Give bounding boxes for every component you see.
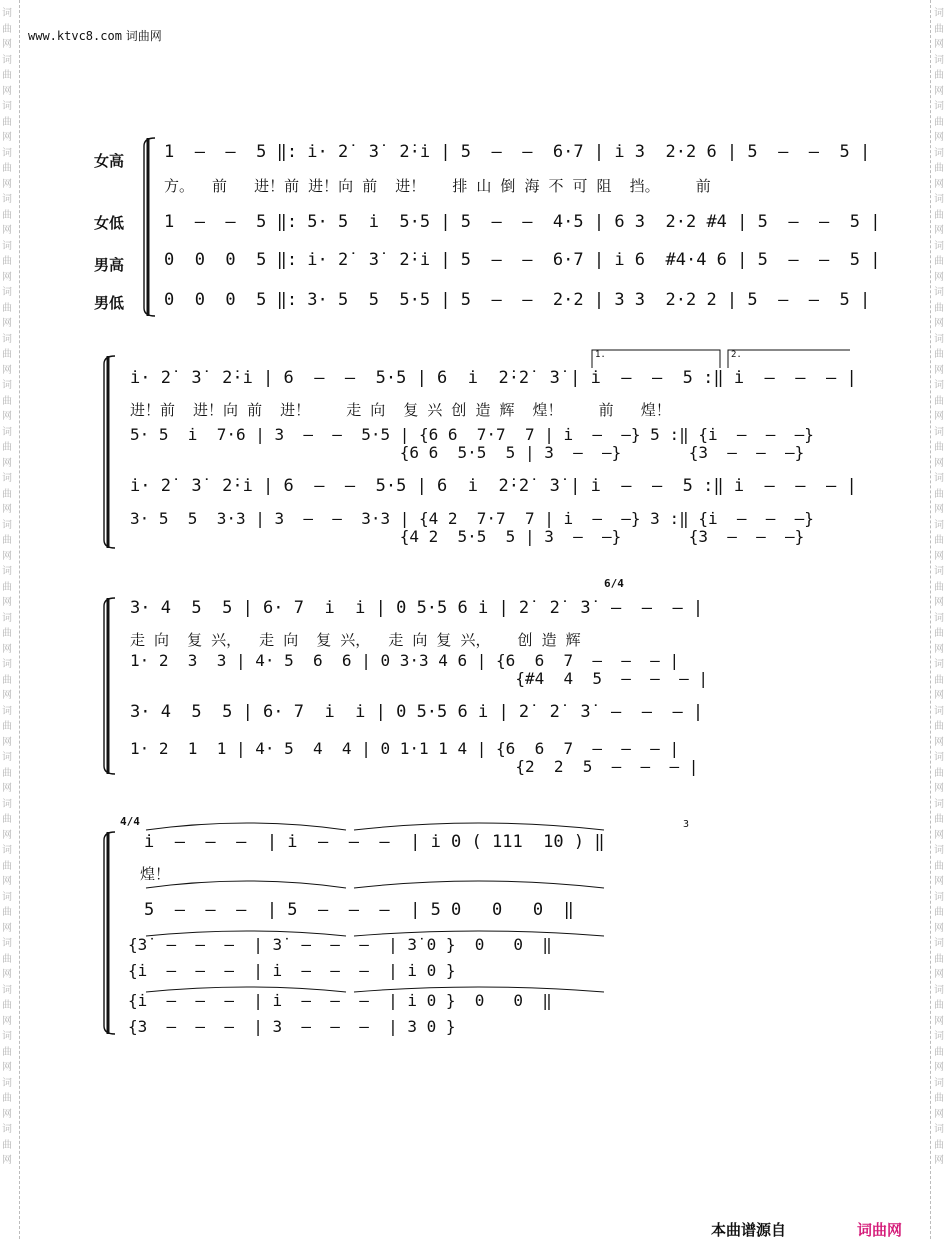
notation-line: i̇· 2̇ 3̇ 2̇·i̇ | 6 ‒ ‒ 5·5 | 6 i̇ 2̇·2̇ 3̇ | i̇ ‒ ‒ 5 :‖ i̇ ‒ ‒ ‒ |	[130, 368, 857, 388]
time-signature: 4/4	[120, 815, 140, 828]
left-watermark-rail	[0, 0, 22, 1239]
volta-2-label: 2.	[731, 350, 742, 360]
notation-line: 5· 5 i̇ 7·6 | 3 ‒ ‒ 5·5 | {6 6 7·7 7 | i̇ ‒ ‒} 5 :‖ {i̇ ‒ ‒ ‒}	[130, 425, 814, 444]
right-watermark-text: 词曲网词曲网词曲网词曲网词曲网词曲网词曲网词曲网词曲网词曲网词曲网词曲网词曲网词曲网词曲网词曲网词曲网词曲网词曲网词曲网词曲网词曲网词曲网词曲网词曲网	[934, 8, 944, 1166]
voice-label-soprano: 女高	[94, 152, 125, 170]
voice-label-alto: 女低	[94, 214, 125, 232]
time-signature: 6/4	[604, 577, 624, 590]
notation-line: {i̇ ‒ ‒ ‒ | i̇ ‒ ‒ ‒ | i̇ 0 } 0 0 ‖	[128, 991, 552, 1010]
notation-line: 0 0 0 5 ‖: i̇· 2̇ 3̇ 2̇·i̇ | 5 ‒ ‒ 6·7 | i̇ 6 #4·4 6 | 5 ‒ ‒ 5 |	[164, 250, 881, 270]
notation-line: i̇ ‒ ‒ ‒ | i̇ ‒ ‒ ‒ | i̇ 0 ( 111 10 ) ‖	[144, 832, 605, 852]
notation-line-lower: {2 2 5 ‒ ‒ ‒ |	[130, 757, 699, 776]
left-watermark-text: 词曲网词曲网词曲网词曲网词曲网词曲网词曲网词曲网词曲网词曲网词曲网词曲网词曲网词曲网词曲网词曲网词曲网词曲网词曲网词曲网词曲网词曲网词曲网词曲网词曲网	[2, 8, 12, 1166]
notation-line: 0 0 0 5 ‖: 3· 5 5 5·5 | 5 ‒ ‒ 2·2 | 3 3 2·2 2 | 5 ‒ ‒ 5 |	[164, 290, 871, 310]
notation-line-lower: {3 ‒ ‒ ‒ | 3 ‒ ‒ ‒ | 3 0 }	[128, 1017, 456, 1036]
lyrics-line: 走 向 复 兴， 走 向 复 兴， 走 向 复 兴， 创 造 辉	[130, 631, 581, 649]
score-system-1	[88, 134, 881, 320]
volta-1-label: 1.	[595, 350, 606, 360]
notation-line: 1 ‒ ‒ 5 ‖: 5· 5 i̇ 5·5 | 5 ‒ ‒ 4·5 | 6 3 2·2 #4 | 5 ‒ ‒ 5 |	[164, 212, 881, 232]
lyrics-line: 进！前 进！向 前 进！ 走 向 复 兴 创 造 辉 煌！ 前 煌！	[130, 401, 671, 419]
voice-label-bass: 男低	[94, 294, 125, 312]
voice-label-tenor: 男高	[94, 256, 125, 274]
header-url[interactable]	[28, 27, 162, 44]
notation-line: 3· 5 5 3·3 | 3 ‒ ‒ 3·3 | {4 2 7·7 7 | i̇ ‒ ‒} 3 :‖ {i̇ ‒ ‒ ‒}	[130, 509, 814, 528]
notation-line: {3̇ ‒ ‒ ‒ | 3̇ ‒ ‒ ‒ | 3̇ 0 } 0 0 ‖	[128, 935, 552, 954]
notation-line: 1 ‒ ‒ 5 ‖: i̇· 2̇ 3̇ 2̇·i̇ | 5 ‒ ‒ 6·7 | i̇ 3 2·2 6 | 5 ‒ ‒ 5 |	[164, 142, 871, 162]
right-watermark-rail	[928, 0, 950, 1239]
lyrics-line: 煌！	[140, 865, 171, 883]
notation-line: 1· 2 1 1 | 4· 5 4 4 | 0 1·1 1 4 | {6 6 7 ‒ ‒ ‒ |	[130, 739, 680, 758]
brand-logo-text[interactable]: 词曲网	[857, 1221, 903, 1239]
notation-line: 5 ‒ ‒ ‒ | 5 ‒ ‒ ‒ | 5 0 0 0 ‖	[144, 900, 574, 920]
notation-line-lower: {#4 4 5 ‒ ‒ ‒ |	[130, 669, 708, 688]
left-dashed-line	[19, 0, 20, 1239]
site-url[interactable]: www.ktvc8.com	[28, 29, 122, 43]
score-system-4	[98, 812, 858, 1042]
notation-line: 3· 4 5 5 | 6· 7 i̇ i̇ | 0 5·5 6 i̇ | 2̇ 2̇ 3̇ ‒ ‒ ‒ |	[130, 702, 704, 722]
score-system-3	[98, 578, 858, 778]
right-dashed-line	[930, 0, 931, 1239]
triplet-mark: 3	[683, 819, 690, 830]
notation-line: 3· 4 5 5 | 6· 7 i̇ i̇ | 0 5·5 6 i̇ | 2̇ 2̇ 3̇ ‒ ‒ ‒ |	[130, 598, 704, 618]
notation-line-lower: {4 2 5·5 5 | 3 ‒ ‒} {3 ‒ ‒ ‒}	[130, 527, 805, 546]
notation-line: 1· 2 3 3 | 4· 5 6 6 | 0 3·3 4 6 | {6 6 7 ‒ ‒ ‒ |	[130, 651, 680, 670]
notation-line-lower: {i̇ ‒ ‒ ‒ | i̇ ‒ ‒ ‒ | i̇ 0 }	[128, 961, 456, 980]
score-system-2	[98, 346, 858, 552]
site-name: 词曲网	[125, 29, 162, 43]
lyrics-line: 方。 前 进！前 进！向 前 进！ 排 山 倒 海 不 可 阻 挡。 前	[164, 177, 711, 195]
source-label: 本曲谱源自	[711, 1221, 787, 1239]
notation-line-lower: {6 6 5·5 5 | 3 ‒ ‒} {3 ‒ ‒ ‒}	[130, 443, 805, 462]
notation-line: i̇· 2̇ 3̇ 2̇·i̇ | 6 ‒ ‒ 5·5 | 6 i̇ 2̇·2̇ 3̇ | i̇ ‒ ‒ 5 :‖ i̇ ‒ ‒ ‒ |	[130, 476, 857, 496]
